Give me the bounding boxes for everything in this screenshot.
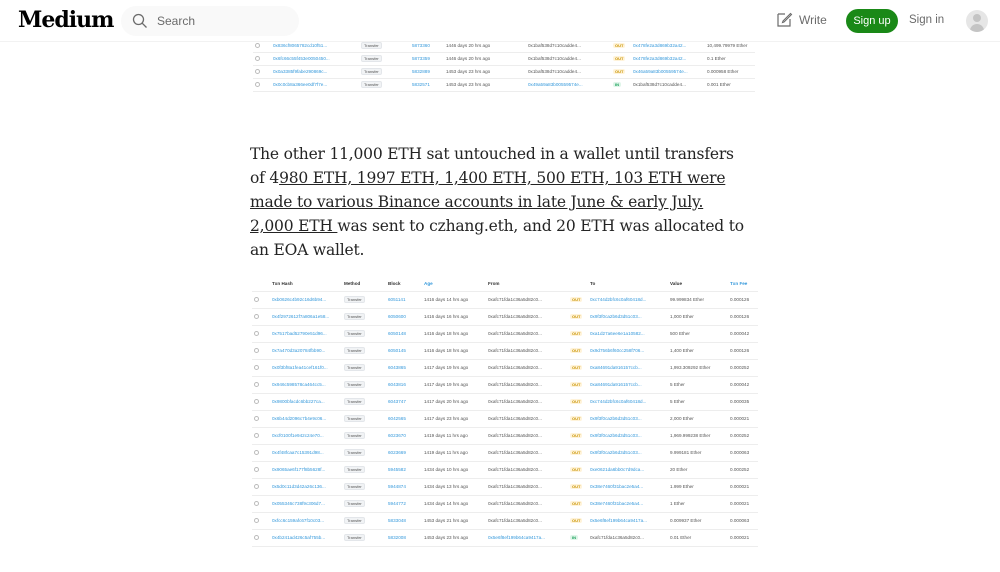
txn-fee-text: 0.000021 <box>730 535 750 540</box>
age-text: 1417 days 20 hrs ago <box>424 399 469 404</box>
table-row <box>252 325 758 342</box>
direction-badge: OUT <box>572 501 581 506</box>
txn-hash-link[interactable]: 0x5d0c11d3d42a26c136... <box>272 484 326 489</box>
view-details-icon[interactable] <box>254 450 259 455</box>
direction-badge: OUT <box>615 69 624 74</box>
value-text: 9.999181 Ether <box>670 450 702 455</box>
value-text: 1.999 Ether <box>670 484 694 489</box>
from-address: 0xafc71fda1c36a5d82c0... <box>488 365 542 370</box>
col-header-txn-fee: Txn Fee <box>730 280 748 286</box>
method-badge: Transfer <box>344 483 365 490</box>
block-link[interactable]: 6023669 <box>388 450 406 455</box>
view-details-icon[interactable] <box>254 535 259 540</box>
block-link[interactable]: 6050145 <box>388 348 406 353</box>
age-text: 1434 days 13 hrs ago <box>424 484 469 489</box>
direction-badge: OUT <box>572 416 581 421</box>
method-badge: Transfer <box>361 81 382 88</box>
view-details-icon[interactable] <box>254 348 259 353</box>
txn-fee-text: 0.000063 <box>730 518 750 523</box>
direction-badge: OUT <box>572 484 581 489</box>
top-navbar <box>0 0 1000 42</box>
view-details-icon[interactable] <box>254 467 259 472</box>
from-address: 0xafc71fda1c36a5d82c0... <box>488 518 542 523</box>
col-header-value: Value <box>670 280 683 286</box>
txn-hash-link[interactable]: 0x4f48fcaa7c15391d98... <box>272 450 324 455</box>
to-address[interactable]: 0xc744d2bfc6c0af60418d... <box>590 297 647 302</box>
age-text: 1419 days 11 hrs ago <box>424 450 468 455</box>
block-link[interactable]: 6043747 <box>388 399 406 404</box>
age-text: 1446 days 20 hrs ago <box>446 42 491 48</box>
direction-badge: OUT <box>572 467 581 472</box>
method-badge: Transfer <box>344 313 365 320</box>
txn-hash-link[interactable]: 0x0f3bf8a1fea41cef161f0... <box>272 365 328 370</box>
value-text: 1,993.309292 Ether <box>670 365 711 370</box>
block-link[interactable]: 5833048 <box>388 518 406 523</box>
from-address: 0xafc71fda1c36a5d82c0... <box>488 501 542 506</box>
table-row <box>252 495 758 512</box>
age-text: 1417 days 23 hrs ago <box>424 416 469 421</box>
txn-hash-link[interactable]: 0x0c0cb8a366ee0df7f7e... <box>273 82 328 87</box>
method-badge: Transfer <box>344 500 365 507</box>
txn-hash-link[interactable]: 0x9065ae6f177f8b5628f... <box>272 467 326 472</box>
table-row <box>252 291 758 308</box>
direction-badge: OUT <box>572 382 581 387</box>
method-badge: Transfer <box>344 347 365 354</box>
col-header-direction <box>568 276 588 291</box>
view-details-icon[interactable] <box>254 484 259 489</box>
value-text: 500 Ether <box>670 331 690 336</box>
from-address: 0xafc71fda1c36a5d82c0... <box>488 484 542 489</box>
table-row <box>252 512 758 529</box>
col-header-txn-hash: Txn Hash <box>272 280 293 286</box>
direction-badge: OUT <box>615 42 624 48</box>
txn-fee-text: 0.000021 <box>730 501 750 506</box>
view-details-icon[interactable] <box>254 416 259 421</box>
block-link[interactable]: 6051141 <box>388 297 406 302</box>
txn-hash-link[interactable]: 0xb0626c4b92c16d6b94... <box>272 297 327 302</box>
direction-badge: OUT <box>572 365 581 370</box>
view-details-icon[interactable] <box>255 69 260 74</box>
value-text: 1,400 Ether <box>670 348 694 353</box>
col-header-method[interactable]: Method <box>344 280 361 286</box>
from-address: 0xafc71fda1c36a5d82c0... <box>488 382 542 387</box>
txn-fee-text: 0.000126 <box>730 314 750 319</box>
table-row <box>252 529 758 546</box>
txn-fee-text: 0.000252 <box>730 433 750 438</box>
col-header-from[interactable]: From <box>488 280 500 286</box>
value-text: 2,000 Ether <box>670 416 694 421</box>
view-details-icon[interactable] <box>255 82 260 87</box>
age-text: 1417 days 19 hrs ago <box>424 365 469 370</box>
txn-hash-link[interactable]: 0x946c598578ca464cc5... <box>272 382 326 387</box>
value-text: 1 Ether <box>670 501 685 506</box>
method-badge: Transfer <box>344 381 365 388</box>
txn-hash-link[interactable]: 0x055346c738f9c306d7... <box>272 501 325 506</box>
method-badge: Transfer <box>344 296 365 303</box>
from-address: 0xafc71fda1c36a5d82c0... <box>488 467 542 472</box>
value-text: 5 Ether <box>670 399 685 404</box>
avatar[interactable] <box>966 10 988 32</box>
block-link[interactable]: 5945582 <box>388 467 406 472</box>
view-details-icon[interactable] <box>254 297 259 302</box>
to-address[interactable]: 0xc744d2bfc6c0af60418d... <box>590 399 647 404</box>
value-text: 1,000 Ether <box>670 314 694 319</box>
method-badge: Transfer <box>344 449 365 456</box>
to-address[interactable]: 0xa84691da916157ccb... <box>590 382 642 387</box>
txn-hash-link[interactable]: 0x6b44d2096c7b4e9c06... <box>272 416 327 421</box>
block-link[interactable]: 5873359 <box>412 56 430 61</box>
txn-fee-text: 0.000063 <box>730 450 750 455</box>
search-box[interactable] <box>121 6 299 36</box>
block-link[interactable]: 5944874 <box>388 484 406 489</box>
sign-in-link[interactable]: Sign in <box>909 14 945 26</box>
from-address: 0x1baf538d7c10cadde4... <box>528 69 581 74</box>
table-row <box>252 444 758 461</box>
value-text: 1,969.999238 Ether <box>670 433 711 438</box>
txn-fee-text: 0.000042 <box>730 331 750 336</box>
table-row <box>253 52 755 65</box>
transactions-screenshot-2 <box>252 276 758 547</box>
col-header-to[interactable]: To <box>590 280 596 286</box>
txn-fee-text: 0.000126 <box>730 348 750 353</box>
txn-hash-link[interactable]: 0x7a470d3a20784fbb90... <box>272 348 326 353</box>
table-row <box>252 478 758 495</box>
from-address: 0xafc71fda1c36a5d82c0... <box>488 399 542 404</box>
paragraph-text-start: The other 11,000 ETH sat untouched in a wallet until transfers of 4 <box>250 145 734 187</box>
direction-badge: OUT <box>615 56 624 61</box>
col-header-block[interactable]: Block <box>388 280 401 286</box>
transactions-table-1 <box>253 39 755 92</box>
view-details-icon[interactable] <box>254 399 259 404</box>
direction-badge: OUT <box>572 331 581 336</box>
view-details-icon[interactable] <box>254 501 259 506</box>
method-badge: Transfer <box>344 364 365 371</box>
value-text: 99.999834 Ether <box>670 297 704 302</box>
from-address: 0x1baf538d7c10cadde4... <box>528 56 581 61</box>
write-button[interactable] <box>775 11 827 29</box>
search-input[interactable]: Search <box>157 14 196 28</box>
value-text: 20 Ether <box>670 467 688 472</box>
txn-hash-link[interactable]: 0x7517bad52790e51d96... <box>272 331 327 336</box>
block-link[interactable]: 6050600 <box>388 314 406 319</box>
age-text: 1417 days 19 hrs ago <box>424 382 469 387</box>
age-text: 1453 days 23 hrs ago <box>446 69 491 74</box>
from-address[interactable]: 0x49a59a83b00559574e... <box>528 82 583 87</box>
to-address: 0x1baf538d7c10cadde4... <box>633 82 686 87</box>
table-row <box>252 393 758 410</box>
block-link[interactable]: 6023670 <box>388 433 406 438</box>
method-badge: Transfer <box>344 398 365 405</box>
from-address: 0x1baf538d7c10cadde4... <box>528 42 581 48</box>
txn-fee-text: 0.000252 <box>730 365 750 370</box>
direction-badge: IN <box>572 535 576 540</box>
col-header-age[interactable]: Age <box>424 280 433 286</box>
from-address: 0xafc71fda1c36a5d82c0... <box>488 314 542 319</box>
transactions-screenshot-1 <box>253 39 755 92</box>
method-badge: Transfer <box>344 432 365 439</box>
table-row <box>253 78 755 91</box>
sign-up-button[interactable]: Sign up <box>846 9 898 33</box>
table-row <box>252 359 758 376</box>
method-badge: Transfer <box>344 466 365 473</box>
age-text: 1453 days 23 hrs ago <box>424 535 469 540</box>
view-details-icon[interactable] <box>254 382 259 387</box>
to-address[interactable]: 0x9f3f0ca2b6d3d51c03... <box>590 416 642 421</box>
value-text: 0.1 Ether <box>707 56 726 61</box>
age-text: 1416 days 16 hrs ago <box>424 314 469 319</box>
block-link[interactable]: 6043865 <box>388 365 406 370</box>
value-text: 0.009937 Ether <box>670 518 702 523</box>
txn-hash-link[interactable]: 0x6fc66c55f453e0050450... <box>273 56 330 61</box>
block-link[interactable]: 6050148 <box>388 331 406 336</box>
method-badge: Transfer <box>344 415 365 422</box>
paragraph-text-end: was sent to czhang.eth, and 20 ETH was allocated to an EOA wallet. <box>250 217 744 259</box>
age-text: 1416 days 18 hrs ago <box>424 331 469 336</box>
block-link[interactable]: 5944772 <box>388 501 406 506</box>
txn-fee-text: 0.000021 <box>730 484 750 489</box>
value-text: 0.01 Ether <box>670 535 692 540</box>
direction-badge: OUT <box>572 518 581 523</box>
direction-badge: OUT <box>572 297 581 302</box>
age-text: 1434 days 14 hrs ago <box>424 501 469 506</box>
table-header-row <box>252 276 758 291</box>
block-link[interactable]: 5873360 <box>412 42 430 48</box>
transactions-table-2 <box>252 276 758 547</box>
to-address[interactable]: 0x478fe2a3d869b32a42... <box>633 42 687 48</box>
from-address: 0xafc71fda1c36a5d82c0... <box>488 433 542 438</box>
from-address[interactable]: 0x5e6f8ef199b64ca9417a... <box>488 535 545 540</box>
txn-hash-link[interactable]: 0xcf0100f1e942c24e70... <box>272 433 324 438</box>
age-text: 1453 days 21 hrs ago <box>424 518 469 523</box>
from-address: 0xafc71fda1c36a5d82c0... <box>488 450 542 455</box>
age-text: 1446 days 20 hrs ago <box>446 56 491 61</box>
from-address: 0xafc71fda1c36a5d82c0... <box>488 331 542 336</box>
direction-badge: OUT <box>572 450 581 455</box>
to-address[interactable]: 0x38e7460f31bac2e5a4... <box>590 484 644 489</box>
to-address[interactable]: 0x46a59a83b00559574e... <box>633 69 688 74</box>
table-row <box>252 410 758 427</box>
view-details-icon[interactable] <box>254 314 259 319</box>
view-details-icon[interactable] <box>255 56 260 61</box>
to-address[interactable]: 0x9f3f0ca2b6d3d51c03... <box>590 314 642 319</box>
direction-badge: OUT <box>572 433 581 438</box>
table-row <box>252 308 758 325</box>
to-address[interactable]: 0xa84691da916157ccb... <box>590 365 642 370</box>
block-link[interactable]: 6043816 <box>388 382 406 387</box>
medium-logo[interactable]: Medium <box>18 7 114 33</box>
table-row <box>252 427 758 444</box>
block-link[interactable]: 5832008 <box>388 535 406 540</box>
direction-badge: IN <box>615 82 619 87</box>
direction-badge: OUT <box>572 314 581 319</box>
value-text: 5 Ether <box>670 382 685 387</box>
to-address[interactable]: 0x9d756b6f60cc258f706... <box>590 348 645 353</box>
write-label: Write <box>799 13 827 27</box>
table-row <box>252 342 758 359</box>
table-row <box>252 461 758 478</box>
age-text: 1419 days 11 hrs ago <box>424 433 468 438</box>
txn-fee-text: 0.000252 <box>730 467 750 472</box>
method-badge: Transfer <box>361 55 382 62</box>
method-badge: Transfer <box>361 42 382 49</box>
write-icon <box>775 11 793 29</box>
txn-hash-link[interactable]: 0x4b241ad426c5af755b... <box>272 535 326 540</box>
txn-hash-link[interactable]: 0x836cf8065782cd10f51... <box>273 42 328 48</box>
view-details-icon[interactable] <box>254 365 259 370</box>
value-text: 0.001 Ether <box>707 82 731 87</box>
to-address[interactable]: 0x9f3f0ca2b6d3d51c03... <box>590 433 642 438</box>
table-row <box>253 65 755 78</box>
txn-hash-link[interactable]: 0x0a3385f9fabe290869c... <box>273 69 328 74</box>
view-details-icon[interactable] <box>254 433 259 438</box>
to-address: 0xafc71fda1c36a5d82c0... <box>590 535 644 540</box>
age-text: 1416 days 14 hrs ago <box>424 297 469 302</box>
txn-fee-text: 0.000126 <box>730 297 750 302</box>
txn-fee-text: 0.000035 <box>730 399 750 404</box>
method-badge: Transfer <box>344 517 365 524</box>
from-address: 0xafc71fda1c36a5d82c0... <box>488 348 542 353</box>
txn-hash-link[interactable]: 0xfcc6c159afc67f10c03... <box>272 518 325 523</box>
article-paragraph <box>250 142 750 262</box>
view-details-icon[interactable] <box>254 518 259 523</box>
block-link[interactable]: 5832571 <box>412 82 430 87</box>
direction-badge: OUT <box>572 399 581 404</box>
block-link[interactable]: 6042565 <box>388 416 406 421</box>
txn-fee-text: 0.000042 <box>730 382 750 387</box>
txn-hash-link[interactable]: 0x4f2972612f7a806a1e58... <box>272 314 330 319</box>
value-text: 0.000958 Ether <box>707 69 739 74</box>
to-address[interactable]: 0x5e6f8ef199b64ca9417a... <box>590 518 647 523</box>
value-text: 10,499.79979 Ether <box>707 42 748 48</box>
age-text: 1434 days 10 hrs ago <box>424 467 469 472</box>
search-icon[interactable] <box>123 6 157 36</box>
view-details-icon[interactable] <box>254 331 259 336</box>
to-address[interactable]: 0x38e7460f31bac2e5a4... <box>590 501 644 506</box>
txn-hash-link[interactable]: 0x9800bfacdc6bb227ca... <box>272 399 325 404</box>
to-address[interactable]: 0xa1d27a6ee6e1a10582... <box>590 331 645 336</box>
to-address[interactable]: 0xe0621da6bb0c7d9dca... <box>590 467 645 472</box>
to-address[interactable]: 0x478fe2a3d869b32a42... <box>633 56 687 61</box>
view-details-icon[interactable] <box>255 43 260 48</box>
txn-fee-text: 0.000021 <box>730 416 750 421</box>
table-row <box>252 376 758 393</box>
method-badge: Transfer <box>344 534 365 541</box>
binance-transfers-link[interactable]: 980 ETH, 1997 ETH, 1,400 ETH, 500 ETH, 103 ETH were made to various Binance accounts in late June & early July. 2,000 ETH <box>250 169 726 235</box>
method-badge: Transfer <box>361 68 382 75</box>
method-badge: Transfer <box>344 330 365 337</box>
age-text: 1416 days 18 hrs ago <box>424 348 469 353</box>
from-address: 0xafc71fda1c36a5d82c0... <box>488 297 542 302</box>
from-address: 0xafc71fda1c36a5d82c0... <box>488 416 542 421</box>
block-link[interactable]: 5832889 <box>412 69 430 74</box>
age-text: 1453 days 23 hrs ago <box>446 82 491 87</box>
to-address[interactable]: 0x9f3f0ca2b6d3d51c03... <box>590 450 642 455</box>
direction-badge: OUT <box>572 348 581 353</box>
